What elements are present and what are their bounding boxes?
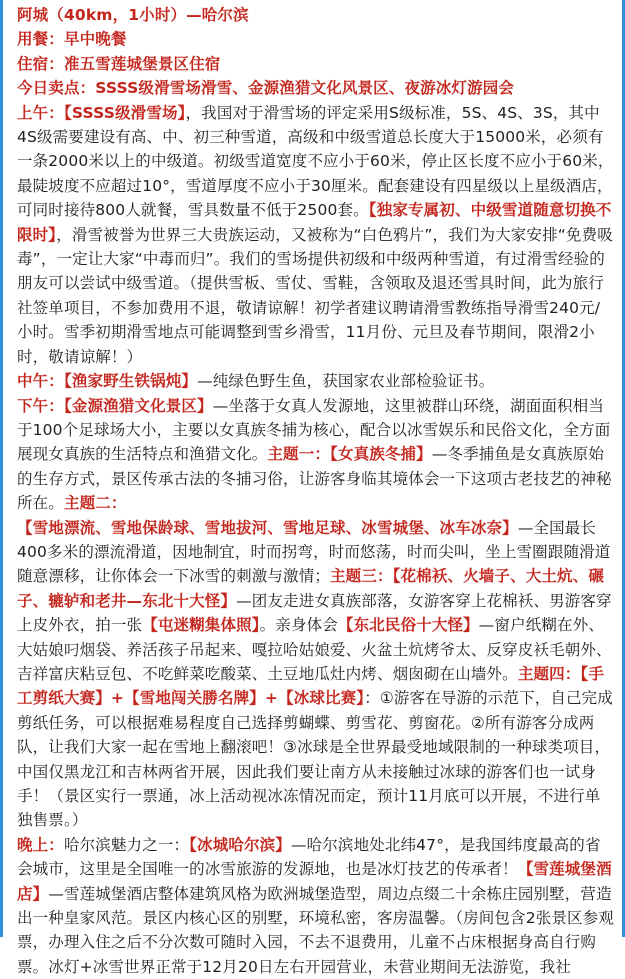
stay-value: 准五雪莲城堡景区住宿 — [63, 54, 221, 73]
noon-title: 【渔家野生铁锅炖】 — [63, 372, 198, 391]
meal-line — [17, 27, 614, 51]
theme2-label: 主题二： — [63, 494, 127, 513]
theme4-label: 主题四： — [517, 664, 581, 683]
theme1-label: 主题一： — [267, 445, 331, 464]
morning-label: 上午： — [17, 103, 64, 122]
morning-paragraph — [17, 101, 614, 369]
theme3-label: 主题三： — [330, 567, 393, 586]
evening-title: 【冰城哈尔滨】 — [189, 835, 291, 854]
highlight-value: SSSS级滑雪场滑雪、金源渔猎文化风景区、夜游冰灯游园会 — [95, 79, 515, 98]
theme4-text: ：①游客在导游的示范下，自己完成剪纸任务，可以根据难易程度自己选择剪蝴蝶、剪雪花、剪窗花。②所有游客分成两队，让我们大家一起在雪地上翻滚吧！③冰球是全世界最受地域限制的一种球类项目，中国仅黑龙江和吉林两省开展，因此我们要让南方从未接触过冰球的游客们也一试身手！（景区实行一票通，冰上活动视冰冻情况而定，预计11月底可以开展，不进行单独售票。） — [17, 689, 613, 830]
noon-label: 中午： — [17, 372, 64, 391]
folk-text: —窗户纸糊在外、大姑娘叼烟袋、养活孩子吊起来、嘎拉哈姑娘爱、火盆土炕烤爷太、反穿皮袄毛朝外、吉祥富庆粘豆包、不吃鲜菜吃酸菜、土豆地瓜灶内烤、烟囱砌在山墙外。 — [17, 616, 612, 683]
hotel-title: 【雪莲城堡酒店】 — [17, 860, 612, 903]
noon-text: —纯绿色野生鱼，获国家农业部检验证书。 — [197, 372, 495, 391]
theme3-text: —团友走进女真族部落，女游客穿上花棉袄、男游客穿上皮外衣，拍一张 — [17, 591, 612, 635]
theme3-title: 【花棉袄、火墙子、大土炕、碾子、辘轳和老井—东北十大怪】 — [17, 567, 604, 610]
photo-title: 【屯迷糊集体照】 — [142, 616, 260, 635]
highlight-line — [17, 76, 614, 100]
highlight-label: 今日卖点： — [17, 79, 96, 98]
stay-label: 住宿： — [17, 54, 64, 73]
morning-tag: 【独家专属初、中级雪道随意切换不限时】 — [17, 201, 612, 244]
theme2-text: —全国最长400多米的漂流滑道，因地制宜，时而拐弯，时而悠荡，时而尖叫，坐上雪圈跟随滑道随意漂移，让你体会一下冰雪的刺激与激情； — [17, 518, 611, 586]
stay-line — [17, 52, 614, 76]
theme2-title: 【雪地漂流、雪地保龄球、雪地拔河、雪地足球、冰雪城堡、冰车冰奈】 — [17, 518, 518, 537]
evening-text-2: —哈尔滨地处北纬47°，是我国纬度最高的省会城市，这里是全国唯一的冰雪旅游的发源地，也是冰灯技艺的传承者！ — [17, 835, 601, 879]
evening-paragraph — [17, 833, 614, 979]
evening-text: 哈尔滨魅力之一： — [63, 835, 190, 854]
photo-text: 。亲身体会 — [259, 616, 338, 635]
morning-text-2: ，滑雪被誉为世界三大贵族运动，又被称为“白色鸦片”，我们为大家安排“免费吸毒”，一定让大家“中毒而归”。我们的雪场提供初级和中级两种雪道，有过滑雪经验的朋友可以尝试中级雪道。（提供雪板、雪仗、雪鞋，含领取及退还雪具时间，此为旅行社签单项目，不参加费用不退，敬请谅解！初学者建议聘请滑雪教练指导滑雪240元/小时。雪季初期滑雪地点可能调整到雪乡滑雪，11月份、元旦及春节期间，限滑2小时，敬请谅解！） — [17, 225, 613, 366]
route-title: 阿城（40km，1小时）—哈尔滨 — [17, 6, 249, 24]
afternoon-text: —坐落于女真人发源地，这里被群山环绕，湖面面积相当于100个足球场大小，主要以女真族冬捕为核心，配合以冰雪娱乐和民俗文化，全方面展现女真族的生活特点和渔猎文化。 — [17, 396, 611, 464]
afternoon-title: 【金源渔猎文化景区】 — [63, 396, 213, 415]
theme4-title: 【手工剪纸大赛】+【雪地闯关勝名牌】+【冰球比赛】 — [17, 664, 604, 708]
theme1-text: —冬季捕鱼是女真族原始的生存方式，景区传承古法的冬捕习俗，让游客身临其境体会一下这项古老技艺的神秘所在。 — [17, 445, 612, 513]
folk-title: 【东北民俗十大怪】 — [337, 616, 479, 635]
hotel-text: —雪莲城堡酒店整体建筑风格为欧洲城堡造型，周边点缀二十余栋庄园别墅，营造出一种皇家风范。景区内核心区的别墅，环境私密，客房温馨。（房间包含2张景区参观票，办理入住之后不分次数可随时入园，不去不退费用，儿童不占床根据身高自行购票。冰灯+冰雪世界正常于12月20日左右开园营业，未营业期间无法游览，我社 — [17, 884, 614, 976]
meal-value: 早中晚餐 — [63, 30, 127, 49]
noon-paragraph — [17, 369, 614, 393]
afternoon-label: 下午： — [17, 396, 64, 415]
theme1-title: 【女真族冬捕】 — [330, 445, 432, 464]
morning-title: 【SSSS级滑雪场】 — [63, 103, 186, 122]
afternoon-paragraph — [17, 394, 614, 833]
evening-label: 晚上： — [17, 835, 64, 854]
morning-text: ，我国对于滑雪场的评定采用S级标准，5S、4S、3S，其中4S级需要建设有高、中、初三种雪道，高级和中级雪道总长度大于15000米，必须有一条2000米以上的中级道。初级雪道宽度不应小于60米，停止区长度不应小于60米，最陡坡度不应超过10°，雪道厚度不应小于30厘米。配套建设有四星级以上星级酒店，可同时接待800人就餐，雪具数量不低于2500套。 — [17, 103, 614, 220]
meal-label: 用餐： — [17, 30, 64, 49]
